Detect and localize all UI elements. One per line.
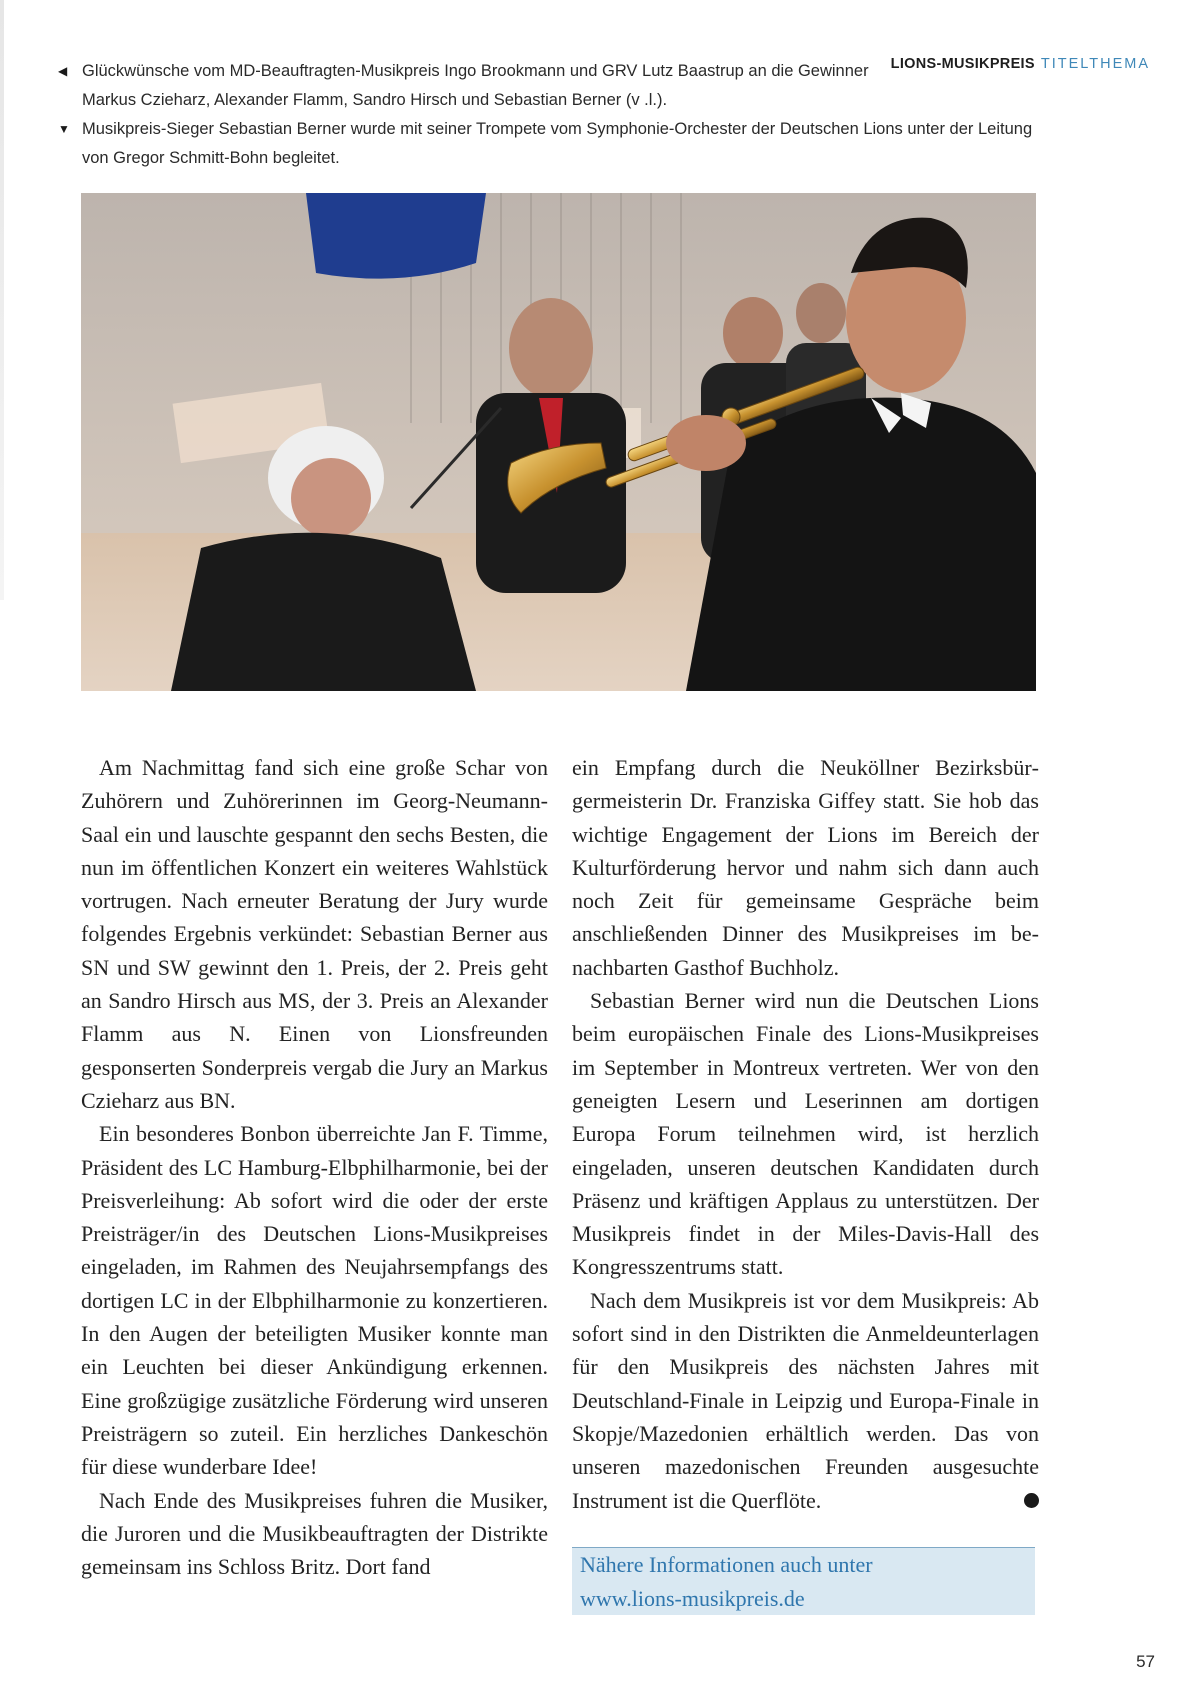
article-paragraph: Nach Ende des Musikpreises fuhren die Musiker, die Juroren und die Musikbeauftragten der Distrikte gemeinsam ins Schloss Britz. Dort fand [81,1487,548,1580]
caption-group-photo [58,57,927,115]
photo-captions [58,57,1048,173]
caption-line: Musikpreis-Sieger Sebastian Berner wurde mit seiner Trompete vom Symphonie-Orchester der Deutschen Lions unter der Leitung [82,120,1033,138]
page-number: 57 [1136,1652,1155,1671]
down-arrow-icon: ▼ [58,122,70,136]
concert-photo [81,193,1036,691]
article-paragraph: Ein besonderes Bonbon überreichte Jan F. Timme, Präsident des LC Hamburg-Elbphilharmonie, bei der Preisverleihung: Ab sofort wird die oder der erste Preisträger/in des Deutschen Lions-Musikpreises eingeladen, im Rahmen des Neujahrsempfangs des dortigen LC in der Elbphilharmonie zu konzertieren. In den Augen der beteiligten Musiker konnte man ein Leuchten bei dieser Ankündigung erkennen. Eine großzügige zusätzliche Förderung wird unseren Preisträgern so zuteil. Ein herzliches Dankeschön für diese wunderbare Idee! [81,1121,548,1480]
article-paragraph-final [572,1284,1049,1517]
info-box-text: Nähere Informationen auch unter [580,1552,873,1577]
lions-end-mark-icon: L [1024,1493,1039,1508]
article-column-left [81,751,548,1583]
article-paragraph-text: Nach dem Musikpreis ist vor dem Musikpreis: Ab sofort sind in den Distrikten die Anmeldeunterlagen für den Musikpreis des nächsten Jahres mit Deutschland-Finale in Leipzig und Europa-Finale in Skopje/Mazedonien erhältlich werden. Das von unseren mazedonischen Freunden ausgesuchte Instrument ist die Querflöte. [572,1287,1039,1513]
caption-line: Glückwünsche vom MD-Beauftragten-Musikpreis Ingo Brookmann und GRV Lutz Baastrup an die Gewinner [82,62,869,80]
page-edge-shadow [0,0,4,600]
left-arrow-icon: ◀ [58,64,68,78]
article-paragraph: Am Nachmittag fand sich eine große Schar von Zuhörern und Zuhörerinnen im Georg-Neumann-Saal ein und lauschte gespannt den sechs Besten, die nun im öffentlichen Konzert ein weiteres Wahlstück vortrugen. Nach erneuter Beratung der Jury wurde folgendes Ergebnis verkündet: Sebastian Berner aus SN und SW gewinnt den 1. Preis, der 2. Preis geht an Sandro Hirsch aus MS, der 3. Preis an Alexander Flamm aus N. Einen von Lionsfreunden gesponserten Sonderpreis vergab die Jury an Markus Czieharz aus BN. [81,755,548,1113]
caption-stage-photo [58,115,1048,173]
trumpet-player-illustration [81,193,1036,691]
caption-line: Markus Czieharz, Alexander Flamm, Sandro Hirsch und Sebastian Berner (v .l.). [82,91,668,109]
running-head-topic: TITELTHEMA [1040,56,1150,72]
article-column-right [572,751,1049,1517]
info-box [572,1547,1035,1615]
article-paragraph: ein Empfang durch die Neuköllner Bezirksbürgermeisterin Dr. Franziska Giffey statt. Sie hob das wichtige Engagement der Lions im Bereich der Kulturförderung hervor und nahm sich dann auch noch Zeit für gemeinsame Gespräche beim anschließenden Dinner des Musikpreises im benachbarten Gasthof Buchholz. [572,755,1039,980]
running-head-section: LIONS-MUSIKPREIS [890,56,1035,72]
article-paragraph: Sebastian Berner wird nun die Deutschen Lions beim europäischen Finale des Lions-Musikpreises im September in Montreux vertreten. Wer von den geneigten Lesern und Leserinnen am dortigen Europa Forum teilnehmen wird, ist herzlich eingeladen, unseren deutschen Kandidaten durch Präsenz und kräftigen Applaus zu unterstützen. Der Musikpreis findet in der Miles-Davis-Hall des Kongresszentrums statt. [572,988,1039,1280]
caption-line: von Gregor Schmitt-Bohn begleitet. [82,149,340,167]
info-box-link[interactable]: www.lions-musikpreis.de [580,1585,805,1611]
